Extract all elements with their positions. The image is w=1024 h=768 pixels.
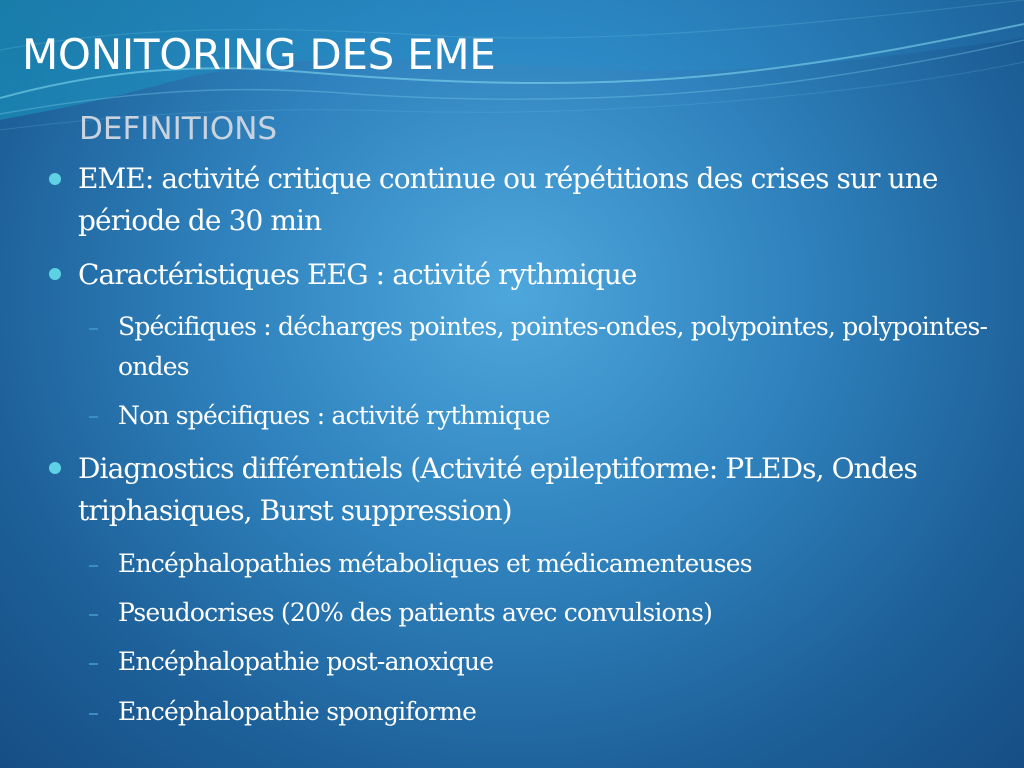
bullet-dot-icon <box>49 173 61 185</box>
bullet-eeg-characteristics: Caractéristiques EEG : activité rythmique <box>78 258 637 291</box>
dash-icon <box>89 416 98 418</box>
subbullet-nonspecific: Non spécifiques : activité rythmique <box>118 401 550 430</box>
dash-icon <box>89 713 98 715</box>
bullet-differential-diagnosis: Diagnostics différentiels (Activité epileptiforme: PLEDs, Ondes triphasiques, Burst suppression) <box>78 452 917 527</box>
bullet-dot-icon <box>49 462 61 474</box>
slide-subtitle: DEFINITIONS <box>79 111 278 147</box>
subbullet-encephalopathies: Encéphalopathies métaboliques et médicamenteuses <box>118 549 752 578</box>
bullet-dot-icon <box>49 268 61 280</box>
slide-title: MONITORING DES EME <box>22 30 496 79</box>
dash-icon <box>89 328 98 330</box>
subbullet-specific: Spécifiques : décharges pointes, pointes-ondes, polypointes, polypointes-ondes <box>118 312 988 381</box>
dash-icon <box>89 565 98 567</box>
subbullet-post-anoxic: Encéphalopathie post-anoxique <box>118 647 494 676</box>
dash-icon <box>89 614 98 616</box>
bullet-eme-definition: EME: activité critique continue ou répétitions des crises sur une période de 30 min <box>78 162 938 237</box>
dash-icon <box>89 663 98 665</box>
subbullet-spongiform: Encéphalopathie spongiforme <box>118 697 477 726</box>
subbullet-pseudocrises: Pseudocrises (20% des patients avec convulsions) <box>118 598 713 627</box>
